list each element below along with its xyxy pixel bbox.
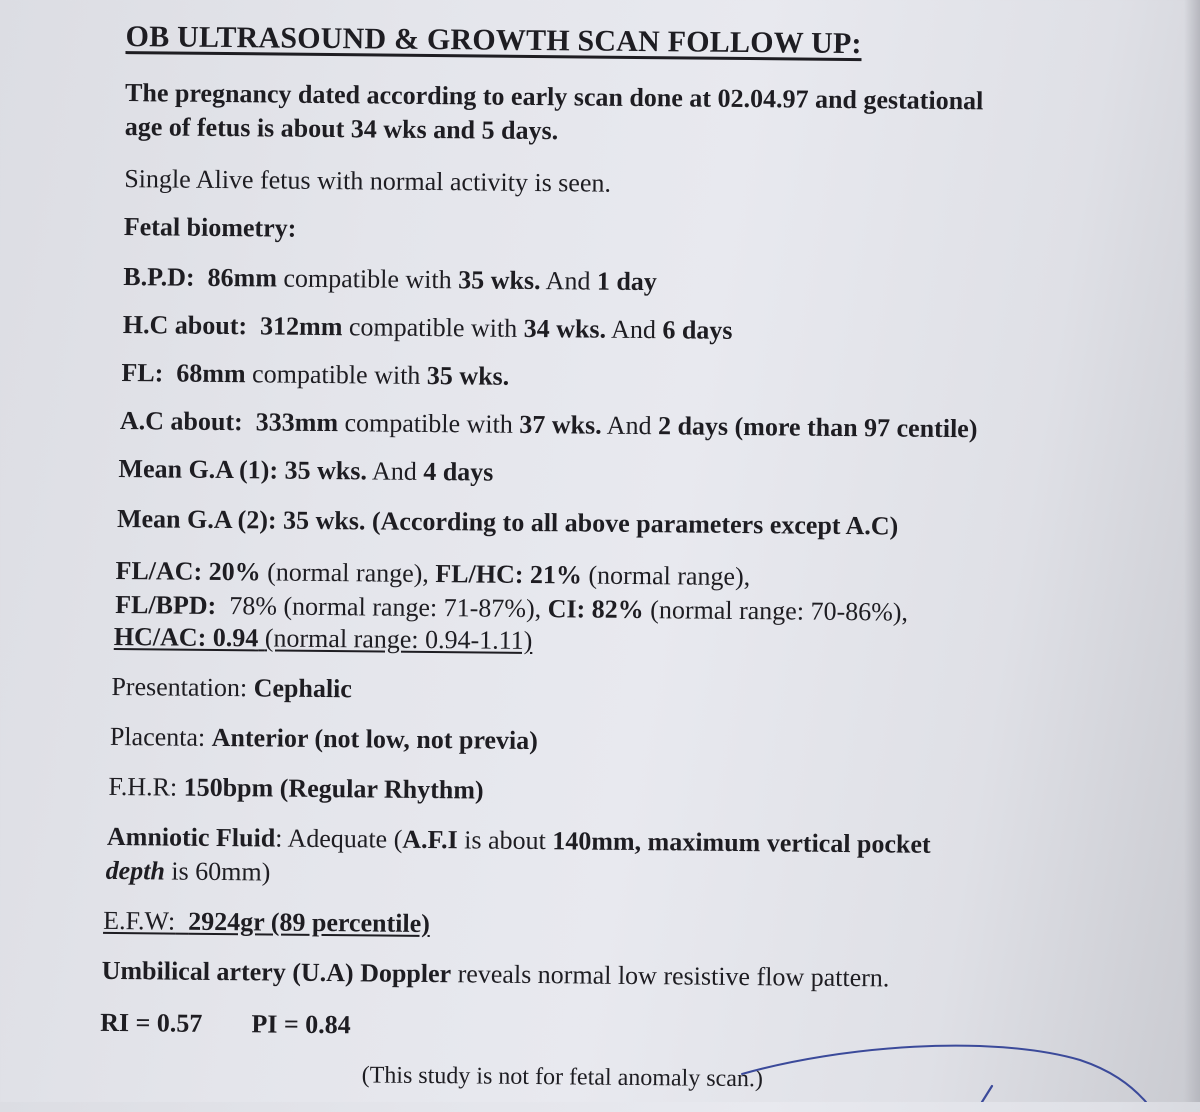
efw-value: 2924gr (89 percentile) — [188, 906, 431, 939]
presentation-label: Presentation: — [111, 671, 248, 703]
fl-row — [121, 358, 509, 392]
bpd-days: 1 day — [596, 266, 658, 297]
fl-label: FL: — [121, 358, 164, 388]
mean-ga-1-label: Mean G.A (1): 35 wks. — [118, 454, 368, 486]
presentation-row — [111, 672, 352, 704]
flac-label: FL/AC: 20% — [115, 555, 261, 587]
bpd-wks: 35 wks. — [458, 265, 541, 296]
ri-value: RI = 0.57 — [100, 1007, 203, 1038]
ratio-row-3 — [114, 622, 533, 656]
mean-ga-2-label: Mean G.A (2): 35 wks. (According to all above parameters except A.C) — [116, 503, 899, 541]
doppler-row — [102, 956, 890, 994]
ci-range: (normal range: 70-86%), — [650, 595, 909, 627]
hc-label: H.C about: — [122, 310, 248, 341]
ac-compat: compatible with — [344, 408, 513, 439]
flac-range: (normal range), — [267, 557, 430, 588]
mean-ga-1-row — [118, 454, 493, 488]
amniotic-label: Amniotic Fluid — [106, 821, 276, 853]
mean-ga-1-and: And — [371, 456, 417, 486]
doppler-label: Umbilical artery (U.A) Doppler — [101, 955, 452, 989]
bpd-row — [123, 262, 657, 297]
flhc-label: FL/HC: 21% — [435, 559, 583, 590]
placenta-value: Anterior (not low, not previa) — [211, 722, 539, 756]
placenta-row — [110, 722, 538, 756]
report-title: OB ULTRASOUND & GROWTH SCAN FOLLOW UP: — [125, 20, 862, 61]
depth-rest: is 60mm) — [171, 856, 271, 887]
intro-line-2 — [125, 112, 559, 146]
hc-days: 6 days — [662, 315, 733, 345]
hc-row — [123, 310, 733, 346]
mean-ga-2-row — [117, 504, 899, 541]
depth-label: depth — [105, 855, 166, 886]
ac-wks: 37 wks. — [519, 409, 602, 440]
fhr-value: 150bpm (Regular Rhythm) — [183, 772, 484, 805]
hc-compat: compatible with — [348, 312, 518, 343]
ci-label: CI: 82% — [547, 594, 644, 625]
bpd-compat: compatible with — [283, 263, 452, 295]
flbpd-value: 78% — [229, 591, 278, 621]
afi-is-about: is about — [464, 825, 546, 856]
efw-label: E.F.W: — [103, 905, 176, 936]
hcac-label: HC/AC: 0.94 — [113, 621, 259, 653]
ac-row — [120, 406, 978, 444]
intro-text-1: The pregnancy dated according to early scan done at 02.04.97 and gestational — [124, 78, 984, 116]
bpd-value: 86mm — [207, 262, 278, 293]
ratio-row-1 — [115, 556, 750, 592]
paper-edge-shadow — [1184, 0, 1200, 1102]
amniotic-row-1 — [107, 822, 931, 860]
flbpd-label: FL/BPD: — [115, 589, 217, 620]
pi-value: PI = 0.84 — [251, 1009, 351, 1040]
fl-compat: compatible with — [251, 359, 421, 390]
alive-text: Single Alive fetus with normal activity is seen. — [124, 164, 612, 198]
afi-label: A.F.I — [402, 824, 458, 855]
ac-days: 2 days (more than 97 centile) — [657, 411, 978, 444]
amniotic-row-2 — [105, 856, 270, 888]
hcac-range: (normal range: 0.94-1.11) — [264, 623, 533, 655]
indices-row — [100, 1008, 351, 1040]
hc-and: And — [610, 314, 657, 345]
ac-and: And — [606, 410, 652, 441]
amniotic-colon: : Adequate ( — [275, 823, 403, 854]
flbpd-range: (normal range: 71-87%), — [283, 591, 542, 624]
afi-value: 140mm, maximum vertical pocket — [552, 826, 931, 859]
intro-text-2: age of fetus is about 34 wks and 5 days. — [124, 112, 559, 146]
doppler-text: reveals normal low resistive flow pattern. — [457, 959, 890, 993]
efw-row — [103, 906, 430, 939]
hc-value: 312mm — [259, 311, 343, 342]
presentation-value: Cephalic — [253, 673, 353, 704]
biometry-heading — [124, 212, 297, 244]
ac-value: 333mm — [255, 407, 339, 438]
disclaimer-note: (This study is not for fetal anomaly scan.) — [361, 1062, 764, 1093]
mean-ga-1-days: 4 days — [423, 456, 494, 487]
fhr-row — [108, 772, 483, 806]
placenta-label: Placenta: — [109, 721, 206, 752]
fhr-label: F.H.R: — [108, 771, 178, 802]
fl-value: 68mm — [176, 358, 246, 389]
bpd-label: B.P.D: — [123, 262, 195, 292]
bpd-and: And — [545, 266, 591, 296]
ratio-row-2 — [115, 590, 908, 628]
fl-wks: 35 wks. — [426, 360, 510, 391]
intro-line-1 — [125, 78, 984, 116]
biometry-heading-text: Fetal biometry: — [123, 212, 297, 243]
hc-wks: 34 wks. — [523, 313, 607, 344]
ac-label: A.C about: — [119, 406, 243, 437]
flhc-range: (normal range), — [588, 560, 751, 592]
